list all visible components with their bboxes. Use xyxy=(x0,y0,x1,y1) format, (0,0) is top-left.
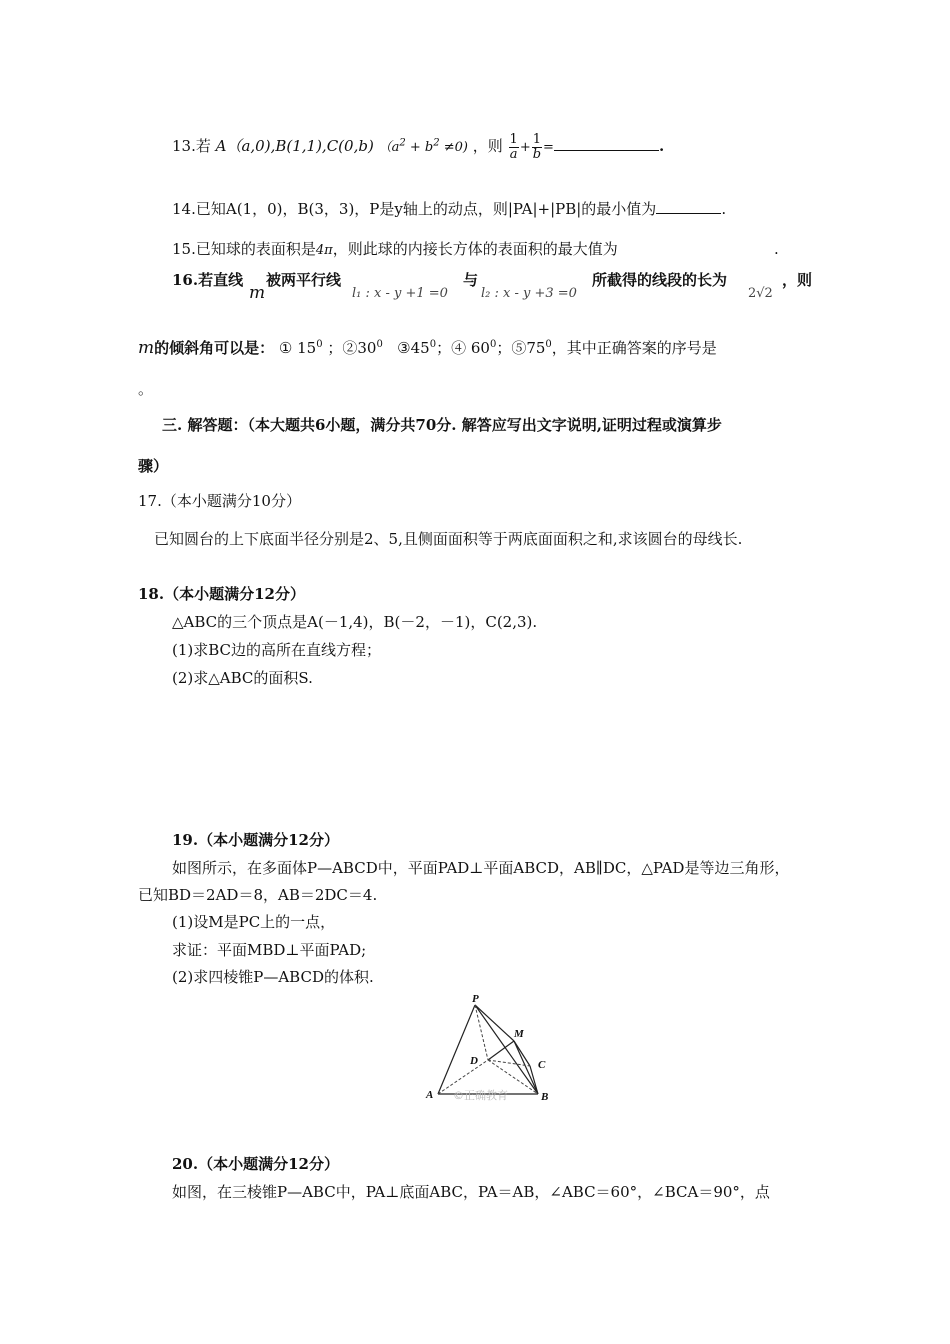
q15-value: 4π xyxy=(315,243,333,258)
q15-rest: ，则此球的内接长方体的表面积的最大值为 xyxy=(332,240,618,258)
q13-prefix: 13.若 xyxy=(172,137,211,156)
q19-line-2: 已知BD＝2AD＝8，AB＝2DC＝4. xyxy=(138,886,378,904)
q16-option-5: ；⑤75 xyxy=(496,339,546,357)
q15-text: 15.已知球的表面积是 xyxy=(172,240,316,258)
q19-line-3: (1)设M是PC上的一点， xyxy=(172,913,336,931)
answer-blank xyxy=(554,150,659,151)
q16-part1: 16.若直线 xyxy=(172,271,244,289)
q19-line-4: 求证：平面MBD⊥平面PAD; xyxy=(172,941,367,959)
q16-part4: ，则 xyxy=(782,271,813,289)
q20-title: 20.（本小题满分12分） xyxy=(172,1155,339,1173)
q16-line2-b: ，其中正确答案的序号是 xyxy=(551,339,717,357)
q14-end: . xyxy=(721,200,727,218)
question-14 xyxy=(172,200,726,218)
q16-line2-m: m xyxy=(138,338,155,358)
question-13 xyxy=(172,133,664,161)
q15-end: . xyxy=(774,240,779,258)
q16-option-4: ；④ 60 xyxy=(436,339,490,357)
q16-part2: 被两平行线 xyxy=(266,271,342,289)
vertex-label-A: A xyxy=(426,1089,434,1101)
section-3-heading-cont: 骤） xyxy=(138,457,169,475)
q16-m: m xyxy=(249,283,266,303)
answer-blank xyxy=(656,213,721,214)
pyramid-figure xyxy=(420,990,570,1110)
q19-line-1: 如图所示，在多面体P—ABCD中，平面PAD⊥平面ABCD，AB∥DC，△PAD是等边三角形， xyxy=(172,859,790,877)
question-16-line-1 xyxy=(172,271,243,289)
q18-line-2: (1)求BC边的高所在直线方程； xyxy=(172,641,382,659)
q17-body: 已知圆台的上下底面半径分别是2、5,且侧面面积等于两底面面积之和,求该圆台的母线长. xyxy=(154,530,743,548)
q16-option-2: ；②30 xyxy=(327,339,377,357)
q13-end: . xyxy=(658,137,665,156)
q18-title: 18.（本小题满分12分） xyxy=(138,585,305,603)
q19-title: 19.（本小题满分12分） xyxy=(172,831,339,849)
question-16-line-2: m的倾斜角可以是： ① $15^0$ ；$②30^0$ $③45^0$；④ $60^0$；$⑤75^0$，其中正确答案的序号是 xyxy=(138,338,717,358)
q14-text: 14.已知A(1，0)，B(3，3)，P是y轴上的动点，则|PA|+|PB|的最小值为 xyxy=(172,200,657,218)
q17-title: 17.（本小题满分10分） xyxy=(138,492,301,510)
vertex-label-M: M xyxy=(514,1028,524,1040)
section-3-heading: 三. 解答题：（本大题共6小题，满分共70分. 解答应写出文字说明,证明过程或演算步 xyxy=(162,416,722,434)
q13-eq: = xyxy=(543,140,554,156)
q16-and: 与 xyxy=(463,271,479,289)
q18-line-3: (2)求△ABC的面积S. xyxy=(172,669,313,687)
q16-len: 2√2 xyxy=(748,286,773,301)
q16-line2-a: 的倾斜角可以是： xyxy=(154,339,275,357)
q13-then: ，则 xyxy=(472,137,503,156)
q13-points: A（a,0),B(1,1),C(0,b) xyxy=(215,137,374,156)
vertex-label-P: P xyxy=(472,993,479,1005)
q13-plus: + xyxy=(519,140,531,156)
question-16-line-3: 。 xyxy=(138,380,154,398)
q18-line-1: △ABC的三个顶点是A(－1,4)，B(－2，－1)，C(2,3). xyxy=(172,613,538,631)
q16-l2: l₂ : x - y +3 =0 xyxy=(481,286,577,301)
question-15 xyxy=(172,240,618,259)
q13-fraction-2: $\frac{1}{b}$ xyxy=(532,132,542,162)
vertex-label-C: C xyxy=(538,1059,546,1071)
q19-line-5: (2)求四棱锥P—ABCD的体积. xyxy=(172,968,374,986)
q20-line-1: 如图，在三棱锥P—ABC中，PA⊥底面ABC，PA＝AB，∠ABC＝60°，∠BCA＝90°，点 xyxy=(172,1183,770,1201)
q13-condition: $(a^2 + b^2 \ne 0)$ xyxy=(378,137,468,156)
q16-l1: l₁ : x - y +1 =0 xyxy=(352,286,448,301)
q13-fraction-1: $\frac{1}{a}$ xyxy=(509,132,518,162)
q16-part3: 所截得的线段的长为 xyxy=(592,271,728,289)
q16-option-3: ③45 xyxy=(397,339,430,357)
vertex-label-D: D xyxy=(470,1055,478,1067)
watermark: ©正确教育 xyxy=(453,1089,508,1102)
vertex-label-B: B xyxy=(541,1091,549,1103)
q16-option-1: ① 15 xyxy=(278,339,317,357)
